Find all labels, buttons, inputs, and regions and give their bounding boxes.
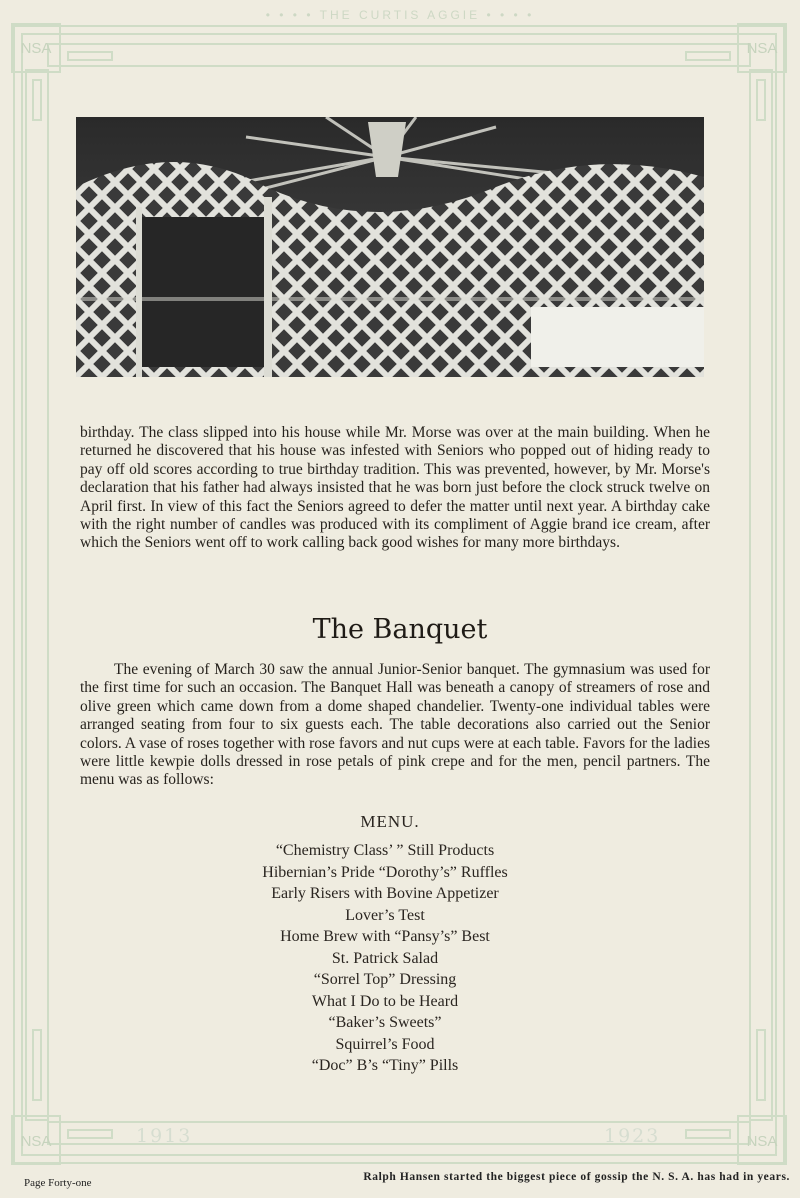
banquet-table: [531, 307, 704, 367]
menu-item: What I Do to be Heard: [311, 992, 459, 1010]
header-ornament-right: • • • •: [486, 8, 535, 22]
menu-item: Squirrel’s Food: [335, 1035, 435, 1053]
menu-item: “Baker’s Sweets”: [328, 1014, 442, 1031]
year-start: 1913: [136, 1125, 193, 1147]
menu-item: Home Brew with “Pansy’s” Best: [280, 928, 490, 945]
menu-item: “Doc” B’s “Tiny” Pills: [311, 1057, 459, 1074]
page-number: Page Forty-one: [24, 1177, 92, 1189]
menu-item: Lover’s Test: [345, 906, 425, 924]
monogram-tr: NSA: [746, 40, 778, 57]
menu-title: MENU.: [360, 812, 420, 831]
menu-item: “Chemistry Class’ ” Still Products: [275, 842, 495, 859]
top-band: [48, 44, 750, 66]
menu-item: Hibernian’s Pride “Dorothy’s” Ruffles: [262, 863, 508, 881]
header-ornament-left: • • • •: [265, 8, 314, 22]
section-title: The Banquet: [312, 614, 488, 645]
paragraph-banquet: The evening of March 30 saw the annual Junior-Senior banquet. The gymnasium was used for the first time for such an occasion. The Banquet Hall was beneath a canopy of streamers of rose and olive green which came down from a dome shaped chandelier. Twenty-one individual tables were arranged seating from four to six guests each. The table decorations also carried out the Senior colors. A vase of roses together with rose favors and nut cups were at each table. Favors for the ladies were little kewpie dolls dressed in rose petals of pink crepe and for the men, pencil partners. The menu was as follows:: [80, 661, 710, 789]
paragraph-birthday: birthday. The class slipped into his house while Mr. Morse was over at the main building. When he returned he discovered that his house was infested with Seniors who popped out of hiding ready to pay off old scores according to true birthday tradition. This was prevented, however, by Mr. Morse's declaration that his father had always insisted that he was born just before the clock struck twelve on April first. In view of this fact the Seniors agreed to defer the matter until next year. A birthday cake with the right number of candles was produced with its compliment of Aggie brand ice cream, after which the Seniors went off to work calling back good wishes for many more birthdays.: [80, 424, 710, 552]
gossip-note: Ralph Hansen started the biggest piece of gossip the N. S. A. has had in years.: [363, 1171, 790, 1183]
running-title: THE CURTIS AGGIE: [319, 8, 481, 22]
menu-list: [0, 840, 770, 1077]
monogram-br: NSA: [746, 1133, 778, 1150]
monogram-bl: NSA: [20, 1133, 52, 1150]
monogram-tl: NSA: [20, 40, 52, 57]
menu-item: Early Risers with Bovine Appetizer: [271, 885, 499, 902]
year-end: 1923: [604, 1125, 661, 1147]
menu-item: “Sorrel Top” Dressing: [313, 971, 457, 988]
menu-item: St. Patrick Salad: [331, 949, 439, 967]
banquet-hall-photo: [76, 117, 704, 377]
